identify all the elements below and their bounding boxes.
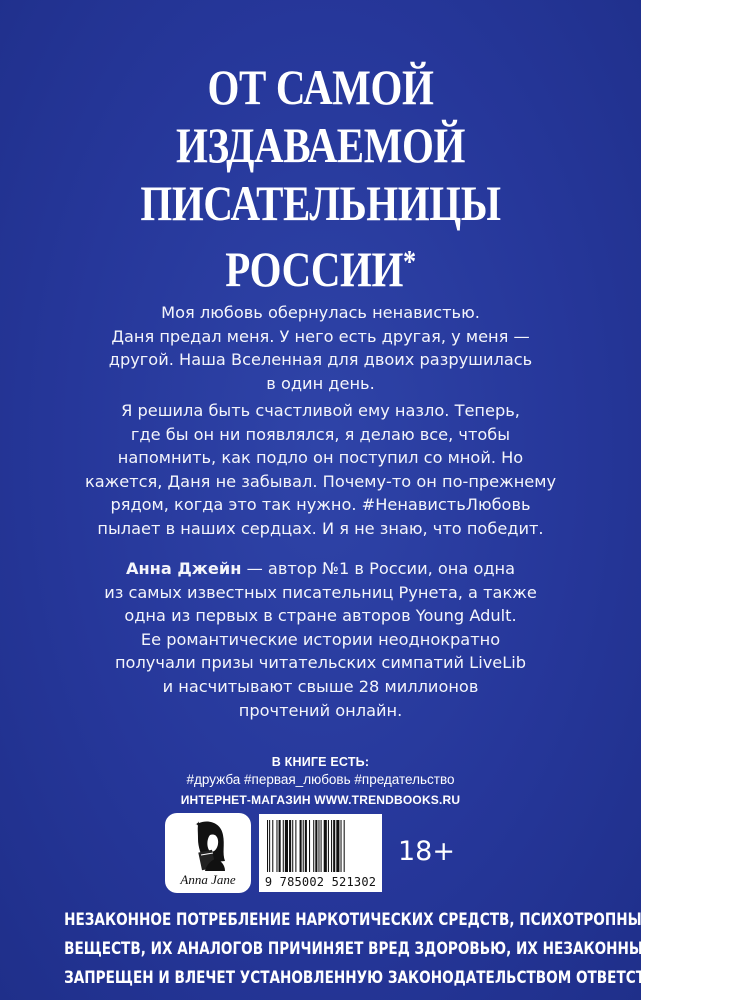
barcode-bar [285, 820, 288, 872]
blurb-1-line: Моя любовь обернулась ненавистью. [161, 303, 480, 322]
isbn-number: 9 785002 521302 [264, 875, 377, 889]
blurb-2-line: рядом, когда это так нужно. #НенавистьЛюбовь [110, 495, 531, 515]
author-bio [60, 557, 581, 722]
barcode-bar [309, 820, 310, 872]
warning-line: ВЕЩЕСТВ, ИХ АНАЛОГОВ ПРИЧИНЯЕТ ВРЕД ЗДОРОВЬЮ, ИХ НЕЗАКОННЫЙ ОБОРОТ [64, 939, 724, 959]
headline-line-1: ОТ САМОЙ [207, 59, 434, 115]
barcode-bar [333, 820, 335, 872]
headline [58, 58, 584, 298]
bio-line: получали призы читательских симпатий LiveLib [114, 653, 527, 673]
anna-jane-logo [165, 813, 251, 893]
headline-line-4 [58, 232, 584, 298]
barcode-bar [295, 820, 296, 872]
blurb-1-line: в один день. [266, 373, 375, 393]
barcode-bar [289, 820, 291, 872]
bio-line: одна из первых в стране авторов Young Adult. [124, 606, 517, 626]
legal-warning [0, 906, 729, 993]
age-rating: 18+ [398, 836, 455, 867]
logo-text: Anna Jane [180, 872, 236, 887]
barcode-bars [265, 820, 376, 872]
headline-asterisk: * [403, 243, 416, 279]
barcode-bar [313, 820, 314, 872]
headline-line-3: ПИСАТЕЛЬНИЦЫ [140, 175, 501, 231]
barcode-bar [324, 820, 327, 872]
bio-line [60, 557, 581, 581]
blurb-2-line: пылает в наших сердцах. И я не знаю, что победит. [97, 518, 544, 538]
bio-line: и насчитывают свыше 28 миллионов [162, 676, 479, 696]
bio-line: Ее романтические истории неоднократно [140, 629, 501, 649]
blurb-2-line: Я решила быть счастливой ему назло. Теперь, [121, 401, 520, 420]
blurb-paragraph-2 [60, 399, 581, 541]
barcode-bar [336, 820, 339, 872]
barcode-bar [283, 820, 284, 872]
blurb-2-line: напомнить, как подло он поступил со мной. Но [117, 448, 524, 468]
bio-line: из самых известных писательниц Рунета, а также [104, 582, 537, 602]
in-book-label: В КНИГЕ ЕСТЬ: [271, 755, 370, 769]
barcode-bar [321, 820, 322, 872]
shop-url: ИНТЕРНЕТ-МАГАЗИН WWW.TRENDBOOKS.RU [180, 793, 461, 807]
barcode-bar [279, 820, 281, 872]
barcode-bar [318, 820, 319, 872]
bio-line: прочтений онлайн. [238, 700, 403, 720]
blurb-2-line: где бы он ни появлялся, я делаю все, чтобы [130, 424, 511, 444]
author-name: Анна Джейн [125, 559, 242, 578]
bio-first-line-rest: — автор №1 в России, она одна [241, 559, 516, 578]
barcode-bar [331, 820, 332, 872]
barcode-bar [305, 820, 307, 872]
blurb-2-line: кажется, Даня не забывал. Почему-то он по-прежнему [84, 471, 557, 491]
barcode [259, 814, 382, 892]
in-book-tags: #дружба #первая_любовь #предательство [186, 772, 455, 787]
warning-line: ЗАПРЕЩЕН И ВЛЕЧЕТ УСТАНОВЛЕННУЮ ЗАКОНОДАТЕЛЬСТВОМ ОТВЕТСТВЕННОСТЬ [64, 968, 729, 988]
barcode-bar [292, 820, 293, 872]
barcode-bar [328, 820, 329, 872]
svg-text:✦: ✦ [195, 820, 202, 829]
barcode-bar [300, 820, 302, 872]
warning-line: НЕЗАКОННОЕ ПОТРЕБЛЕНИЕ НАРКОТИЧЕСКИХ СРЕДСТВ, ПСИХОТРОПНЫХ [64, 910, 653, 930]
barcode-bar [303, 820, 304, 872]
blurb-1-line: другой. Наша Вселенная для двоих разрушилась [108, 350, 533, 370]
in-book-section [0, 754, 641, 788]
barcode-bar [315, 820, 317, 872]
blurb-paragraph-1 [60, 301, 581, 395]
barcode-bar [341, 820, 342, 872]
barcode-bar [272, 820, 273, 872]
headline-line-2: ИЗДАВАЕМОЙ [176, 117, 465, 173]
barcode-bar [267, 820, 268, 872]
barcode-bar [344, 820, 345, 872]
barcode-bar [276, 820, 277, 872]
headline-line-4-text: РОССИИ [225, 241, 404, 297]
blurb-1-line: Даня предал меня. У него есть другая, у меня — [111, 326, 530, 346]
barcode-bar [269, 820, 270, 872]
